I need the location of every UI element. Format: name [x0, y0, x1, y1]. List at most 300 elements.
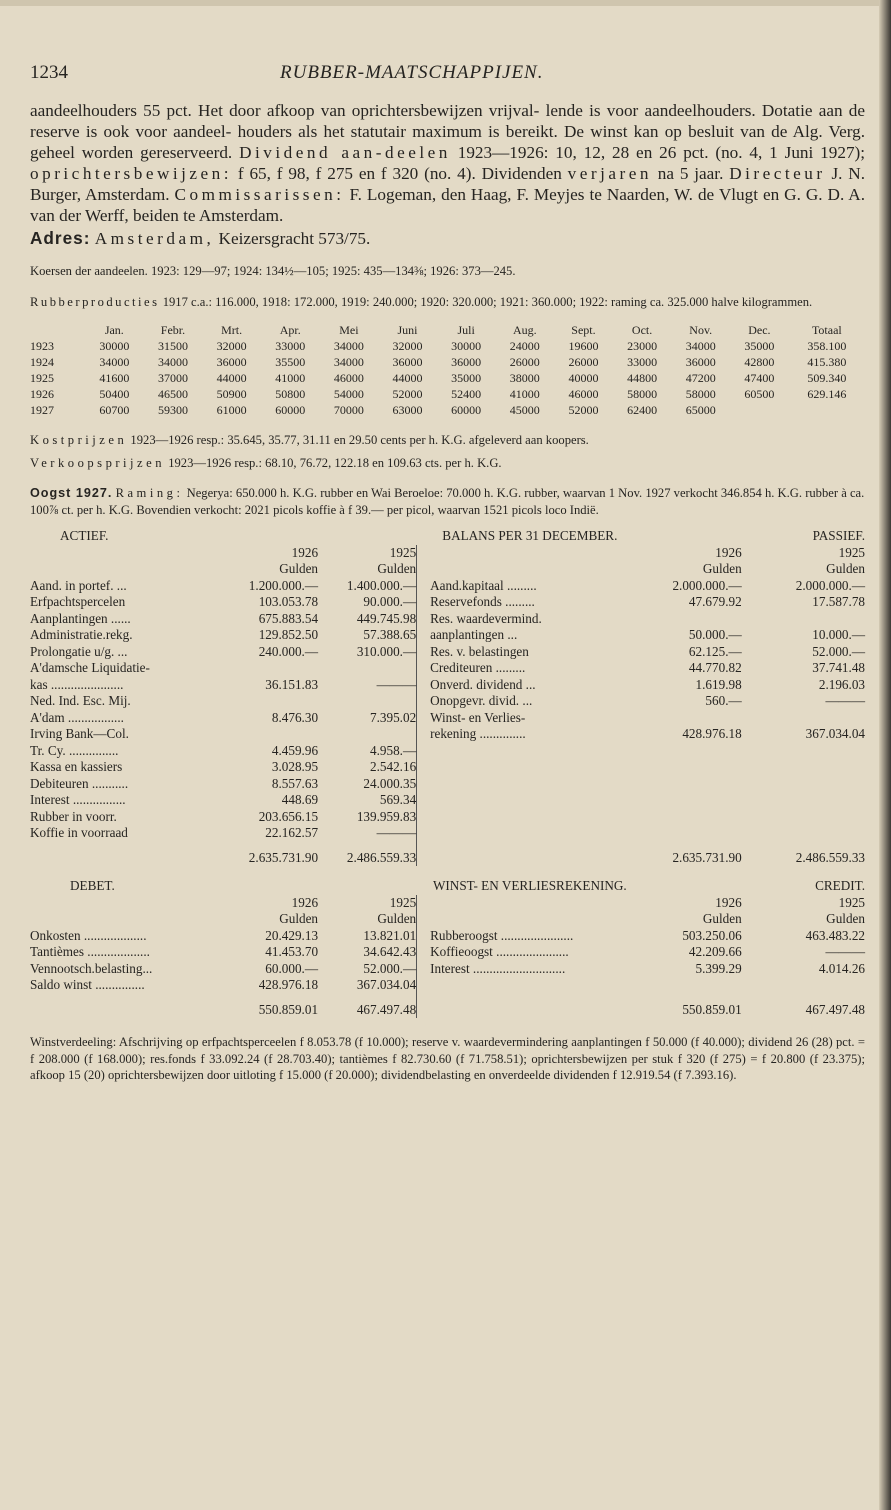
- wv-total-row: [30, 994, 865, 1019]
- production-header-cell: Mrt.: [221, 323, 243, 337]
- production-header-cell: Totaal: [811, 323, 842, 337]
- kostprijzen-paragraph: [30, 432, 865, 449]
- balans-divider: [417, 710, 430, 727]
- intro-line-3: houders als het statutair maximum is bereikt. De winst kan op besluit: [237, 122, 734, 141]
- unit-gulden: Gulden: [279, 561, 319, 576]
- balans-left-1925: 4.958.—: [370, 742, 417, 758]
- production-value: 60000: [275, 403, 306, 417]
- wv-left-1925: 13.821.01: [363, 927, 417, 943]
- balans-left-1925: 24.000.35: [363, 775, 417, 791]
- balans-right-1926: [630, 759, 742, 776]
- production-header-cell: Nov.: [689, 323, 713, 337]
- wv-right-1926: [630, 977, 742, 994]
- production-value: 46000: [568, 387, 599, 401]
- balans-left-label: Erfpachtspercelen: [30, 594, 126, 609]
- production-row: [30, 354, 865, 370]
- balans-left-label: Rubber in voorr.: [30, 808, 117, 824]
- balans-left-1926: 675.883.54: [258, 610, 319, 626]
- production-header-cell: Juli: [457, 323, 475, 337]
- wv-right-1925: [742, 977, 865, 994]
- oogst-paragraph: [30, 485, 865, 518]
- wv-right-label: Interest ............................: [430, 960, 566, 976]
- unit-gulden: Gulden: [377, 561, 417, 576]
- wv-row: [30, 977, 865, 994]
- wv-right-1926: 503.250.06: [682, 927, 742, 943]
- balans-right-label: Aand.kapitaal .........: [430, 577, 537, 593]
- production-value: 61000: [216, 403, 247, 417]
- production-value: 63000: [392, 403, 423, 417]
- wv-right-label: Rubberoogst ......................: [430, 927, 574, 943]
- production-value: 36000: [451, 355, 482, 369]
- balans-right-label: rekening ..............: [430, 726, 526, 741]
- production-value: 50800: [275, 387, 306, 401]
- balans-row: [30, 644, 865, 661]
- balans-right-label: [430, 743, 630, 760]
- rubberproducties-paragraph: [30, 294, 865, 311]
- production-value: 58000: [685, 387, 716, 401]
- balans-left-label: Aanplantingen ......: [30, 610, 131, 626]
- balans-left-1926: [215, 693, 318, 710]
- balans-right-1925: 17.587.78: [812, 594, 865, 609]
- wv-right-1926: 42.209.66: [688, 944, 742, 959]
- scan-binding-edge: [879, 0, 891, 1510]
- balans-right-1926: 62.125.—: [688, 643, 742, 659]
- production-value: 41000: [275, 371, 306, 385]
- balans-right-1925: [742, 825, 865, 842]
- balans-unit-row: [30, 561, 865, 578]
- balans-left-1926: 8.476.30: [271, 709, 319, 725]
- dividend-text: 1923—1926: 10, 12, 28 en 26 pct. (no. 4, 1 Juni 1927);: [457, 143, 866, 162]
- balans-left-label: Interest ................: [30, 792, 126, 807]
- production-year: 1925: [30, 371, 54, 385]
- balans-right-label: Onverd. dividend ...: [430, 676, 536, 692]
- balans-table: [30, 528, 865, 866]
- raming-label: Raming:: [115, 486, 184, 500]
- page-number: 1234: [30, 62, 68, 83]
- balans-total-row: [30, 842, 865, 867]
- production-value: 36000: [216, 355, 247, 369]
- wv-divider: [417, 977, 430, 994]
- wv-divider: [417, 928, 430, 945]
- year-1926: 1926: [715, 544, 742, 560]
- production-value: 62400: [627, 403, 658, 417]
- production-value: 38000: [509, 371, 540, 385]
- balans-divider: [417, 578, 430, 595]
- balans-right-1926: [630, 776, 742, 793]
- wv-divider: [417, 944, 430, 961]
- year-1926: 1926: [715, 894, 742, 910]
- production-value: 50900: [216, 387, 247, 401]
- wv-heading-row: [30, 878, 865, 895]
- production-value: 34000: [333, 355, 364, 369]
- year-1925: 1925: [389, 894, 417, 910]
- balans-left-1926: 448.69: [281, 792, 319, 807]
- balans-row: [30, 759, 865, 776]
- balans-divider: [417, 825, 430, 842]
- production-value: 32000: [216, 339, 247, 353]
- balans-right-1926: [630, 825, 742, 842]
- balans-right-1925: 2.000.000.—: [795, 577, 865, 593]
- balans-left-1926: 240.000.—: [258, 643, 319, 659]
- production-value: [730, 402, 789, 418]
- production-header-cell: Aug.: [512, 323, 537, 337]
- production-value: 30000: [99, 339, 130, 353]
- balans-right-1925: 367.034.04: [805, 726, 865, 741]
- wv-left-label: Onkosten ...................: [30, 927, 147, 943]
- balans-left-1926: 203.656.15: [258, 808, 319, 824]
- balans-right-label: [430, 825, 630, 842]
- oogst-text: Negerya: 650.000 h. K.G. rubber en Wai Beroeloe: 70.000 h. K.G. rubber, waarvan 1 Nov. 1927 verkocht 346.854 h. K.G. rubber à ca. 100⅞ ct. per h. K.G. Bovendien verkocht: 2021 picols koffie à f 39.— per picol, waarvan 1521 picols loco Indië.: [30, 486, 865, 517]
- rubberproducties-text: 1917 c.a.: 116.000, 1918: 172.000, 1919: 240.000; 1920: 320.000; 1921: 360.000; 1922: raming ca. 325.000 halve kilogrammen.: [162, 294, 813, 309]
- balans-row: [30, 792, 865, 809]
- wv-total-1926: 550.859.01: [258, 1001, 319, 1017]
- wv-row: [30, 961, 865, 978]
- production-row: [30, 386, 865, 402]
- balans-left-1925: ———: [376, 825, 417, 840]
- balans-left-label: Tr. Cy. ...............: [30, 742, 119, 758]
- production-value: 44000: [392, 371, 423, 385]
- production-value: 65000: [685, 403, 716, 417]
- balans-left-1926: 4.459.96: [271, 742, 319, 758]
- balans-left-label: Koffie in voorraad: [30, 825, 128, 840]
- balans-divider: [417, 759, 430, 776]
- verkoopsprijzen-paragraph: [30, 455, 865, 472]
- production-value: 37000: [157, 371, 188, 385]
- year-1925: 1925: [838, 894, 865, 910]
- production-year: 1924: [30, 355, 54, 369]
- balans-divider: [417, 693, 430, 710]
- verjaren-label: verjaren: [567, 164, 652, 183]
- balans-right-1925: [742, 792, 865, 809]
- production-value: 59300: [157, 403, 188, 417]
- balans-left-1926: 36.151.83: [265, 676, 319, 692]
- oprichters-text: f 65, f 98, f 275 en f 320 (no. 4). Dividenden: [237, 164, 562, 183]
- balans-left-label: Prolongatie u/g. ...: [30, 643, 128, 659]
- production-value: 44800: [627, 371, 658, 385]
- production-value: 36000: [392, 355, 423, 369]
- balans-divider: [417, 726, 430, 743]
- balans-left-1925: [318, 726, 417, 743]
- balans-right-label: Crediteuren .........: [430, 660, 526, 675]
- balans-right-1926: [630, 792, 742, 809]
- balans-divider: [417, 792, 430, 809]
- production-value: 35500: [275, 355, 306, 369]
- balans-right-label: [430, 776, 630, 793]
- balans-divider: [417, 809, 430, 826]
- balans-right-label: [430, 792, 630, 809]
- wv-right-label: Koffieoogst ......................: [430, 944, 569, 959]
- production-value: 52000: [568, 403, 599, 417]
- production-year: 1923: [30, 339, 54, 353]
- balans-left-1926: 22.162.57: [265, 825, 319, 840]
- oogst-label: Oogst 1927.: [30, 486, 113, 500]
- wv-title: WINST- EN VERLIESREKENING.: [432, 878, 627, 893]
- balans-passief-heading: PASSIEF.: [812, 528, 865, 543]
- balans-right-1926: [630, 809, 742, 826]
- production-value: 60700: [99, 403, 130, 417]
- balans-left-label: Aand. in portef. ...: [30, 577, 127, 593]
- balans-left-1925: [318, 693, 417, 710]
- unit-gulden: Gulden: [377, 911, 417, 926]
- production-value: 35000: [451, 371, 482, 385]
- balans-left-1925: 2.542.16: [370, 759, 417, 774]
- production-header-cell: Sept.: [571, 323, 596, 337]
- balans-row: [30, 594, 865, 611]
- unit-gulden: Gulden: [702, 911, 742, 926]
- production-value: 45000: [509, 403, 540, 417]
- wv-total-1926: 550.859.01: [682, 1001, 742, 1017]
- balans-total-1926: 2.635.731.90: [672, 849, 742, 865]
- production-header-blank: [30, 322, 85, 338]
- balans-row: [30, 726, 865, 743]
- balans-row: [30, 578, 865, 595]
- balans-left-1925: 569.34: [379, 792, 417, 807]
- balans-left-label: Debiteuren ...........: [30, 775, 129, 791]
- wv-left-1926: 60.000.—: [265, 960, 319, 976]
- scan-top-edge: [0, 0, 891, 6]
- production-value: 60500: [744, 387, 775, 401]
- balans-left-1925: 7.395.02: [370, 709, 417, 725]
- balans-left-1925: 57.388.65: [363, 627, 417, 642]
- balans-total-1926: 2.635.731.90: [248, 849, 319, 865]
- intro-line-2: lende is voor aandeelhouders. Dotatie aan de reserve is ook voor aandeel-: [30, 101, 866, 141]
- balans-left-1925: 90.000.—: [363, 594, 417, 609]
- balans-left-1926: [215, 660, 318, 677]
- winst-verlies-table: [30, 878, 865, 1018]
- intro-line-1: aandeelhouders 55 pct. Het door afkoop van oprichtersbewijzen vrijval-: [30, 101, 540, 120]
- year-1926: 1926: [291, 544, 319, 560]
- wv-left-label: Tantièmes ...................: [30, 944, 150, 959]
- balans-row: [30, 809, 865, 826]
- balans-divider: [417, 776, 430, 793]
- production-value: 40000: [568, 371, 599, 385]
- production-header-cell: Dec.: [748, 323, 771, 337]
- balans-divider: [417, 627, 430, 644]
- wv-year-row: [30, 895, 865, 912]
- balans-right-label: Onopgevr. divid. ...: [430, 693, 533, 708]
- production-header-cell: Apr.: [279, 323, 301, 337]
- balans-right-1926: 2.000.000.—: [672, 577, 742, 593]
- adres-line: [30, 228, 865, 249]
- production-table: [30, 322, 865, 418]
- production-value: 36000: [685, 355, 716, 369]
- balans-left-label: Administratie.rekg.: [30, 627, 133, 642]
- production-value: 34000: [157, 355, 188, 369]
- unit-gulden: Gulden: [279, 911, 319, 926]
- production-value: 60000: [451, 403, 482, 417]
- running-title: RUBBER-MAATSCHAPPIJEN.: [280, 62, 544, 83]
- production-row: [30, 402, 865, 418]
- production-value: 33000: [627, 355, 658, 369]
- balans-right-1926: 428.976.18: [682, 726, 742, 741]
- balans-right-1925: 52.000.—: [812, 643, 865, 659]
- balans-row: [30, 627, 865, 644]
- adres-city: Amsterdam,: [94, 229, 215, 248]
- production-value: 41600: [99, 371, 130, 385]
- balans-heading-row: [30, 528, 865, 545]
- wv-row: [30, 944, 865, 961]
- production-value: 47200: [685, 371, 716, 385]
- wv-left-1926: 41.453.70: [265, 944, 319, 959]
- balans-right-1925: 2.196.03: [818, 676, 865, 692]
- balans-total-1925: 2.486.559.33: [346, 849, 417, 865]
- balans-left-1925: ———: [376, 676, 417, 692]
- wv-left-1925: 367.034.04: [356, 977, 417, 992]
- commissarissen-text: F. Logeman, den Haag, F. Meyjes te Naarden, W. de Vlugt en G. G. D. A. van der Werff, beiden te Amsterdam.: [30, 185, 866, 225]
- production-header-row: [30, 322, 865, 338]
- year-1926: 1926: [291, 894, 319, 910]
- balans-left-1925: 139.959.83: [356, 808, 417, 824]
- balans-title: BALANS PER 31 DECEMBER.: [442, 528, 618, 543]
- balans-right-1926: [630, 710, 742, 727]
- production-header-cell: Mei: [339, 323, 359, 337]
- year-1925: 1925: [838, 544, 865, 560]
- wv-credit-heading: CREDIT.: [815, 878, 865, 893]
- production-value: 70000: [333, 403, 364, 417]
- kostprijzen-label: Kostprijzen: [30, 433, 128, 447]
- unit-gulden: Gulden: [826, 561, 865, 576]
- oprichters-label: oprichtersbewijzen:: [30, 164, 233, 183]
- production-value: 46500: [157, 387, 188, 401]
- production-value: 26000: [568, 355, 599, 369]
- production-value: 26000: [509, 355, 540, 369]
- balans-right-label: aanplantingen ...: [430, 627, 518, 642]
- balans-right-1925: [742, 710, 865, 727]
- balans-right-1926: 47.679.92: [688, 594, 742, 609]
- adres-text: Keizersgracht 573/75.: [218, 229, 371, 248]
- balans-left-1925: 449.745.98: [356, 610, 417, 626]
- wv-right-label: [430, 977, 630, 994]
- balans-right-1926: 1.619.98: [695, 676, 742, 692]
- intro-paragraph: [30, 100, 865, 226]
- balans-left-label: Irving Bank—Col.: [30, 726, 129, 741]
- directeur-text: J. N. Burger, Amsterdam.: [30, 164, 866, 204]
- production-value: 34000: [99, 355, 130, 369]
- production-value: 32000: [392, 339, 423, 353]
- balans-left-1925: 310.000.—: [356, 643, 417, 659]
- wv-left-label: Saldo winst ...............: [30, 977, 145, 992]
- balans-body: [30, 578, 865, 842]
- wv-right-1926: 5.399.29: [695, 960, 742, 976]
- production-value: 31500: [157, 339, 188, 353]
- balans-right-1926: 560.—: [705, 693, 742, 708]
- balans-left-1926: 3.028.95: [271, 759, 319, 774]
- production-value: 50400: [99, 387, 130, 401]
- production-value: [789, 402, 865, 418]
- production-value: 33000: [275, 339, 306, 353]
- wv-total-1925: 467.497.48: [805, 1001, 865, 1017]
- balans-left-label: Kassa en kassiers: [30, 759, 123, 774]
- directeur-label: Directeur: [729, 164, 826, 183]
- production-value: 24000: [509, 339, 540, 353]
- wv-left-label: Vennootsch.belasting...: [30, 960, 153, 976]
- wv-right-1925: ———: [825, 944, 865, 959]
- wv-left-1925: 52.000.—: [363, 960, 417, 976]
- balans-left-label: A'dam .................: [30, 709, 124, 725]
- balans-right-1926: 44.770.82: [688, 660, 742, 675]
- balans-divider: [417, 660, 430, 677]
- wv-left-1926: 428.976.18: [258, 977, 319, 992]
- wv-row: [30, 928, 865, 945]
- balans-divider: [417, 743, 430, 760]
- balans-divider: [417, 677, 430, 694]
- production-value: 52400: [451, 387, 482, 401]
- production-value: 509.340: [807, 371, 847, 385]
- balans-row: [30, 743, 865, 760]
- production-row: [30, 338, 865, 354]
- dividend-label: Dividend aan-deelen: [239, 143, 451, 162]
- balans-right-1926: [630, 611, 742, 628]
- balans-left-1926: 1.200.000.—: [248, 577, 319, 593]
- balans-right-1926: 50.000.—: [688, 627, 742, 642]
- balans-left-1926: 129.852.50: [258, 627, 319, 642]
- wv-divider: [417, 961, 430, 978]
- production-year: 1927: [30, 403, 54, 417]
- production-value: 629.146: [807, 387, 847, 401]
- balans-year-row: [30, 545, 865, 562]
- balans-left-label: Ned. Ind. Esc. Mij.: [30, 693, 131, 708]
- balans-left-1925: 1.400.000.—: [346, 577, 417, 593]
- balans-left-1926: 8.557.63: [271, 775, 319, 791]
- balans-left-1925: [318, 660, 417, 677]
- rubberproducties-label: Rubberproducties: [30, 294, 160, 309]
- balans-row: [30, 693, 865, 710]
- balans-right-1925: 10.000.—: [812, 627, 865, 642]
- production-value: 415.380: [807, 355, 847, 369]
- page-header: [30, 48, 865, 82]
- production-value: 30000: [451, 339, 482, 353]
- verjaren-text: na 5 jaar.: [657, 164, 724, 183]
- production-value: 42800: [744, 355, 775, 369]
- balans-row: [30, 677, 865, 694]
- kostprijzen-text: 1923—1926 resp.: 35.645, 35.77, 31.11 en 29.50 cents per h. K.G. afgeleverd aan koopers.: [130, 433, 589, 447]
- wv-body: [30, 928, 865, 994]
- production-value: 41000: [509, 387, 540, 401]
- wv-unit-row: [30, 911, 865, 928]
- production-value: 52000: [392, 387, 423, 401]
- page: [30, 48, 865, 1084]
- commissarissen-label: Commissarissen:: [174, 185, 345, 204]
- balans-right-1925: [742, 611, 865, 628]
- production-value: 35000: [744, 339, 775, 353]
- production-value: 34000: [333, 339, 364, 353]
- wv-total-1925: 467.497.48: [356, 1001, 417, 1017]
- production-value: 46000: [333, 371, 364, 385]
- production-value: 47400: [744, 371, 775, 385]
- balans-right-label: Res. v. belastingen: [430, 643, 529, 659]
- balans-divider: [417, 594, 430, 611]
- unit-gulden: Gulden: [702, 561, 742, 576]
- winstverdeeling-paragraph: Winstverdeeling: Afschrijving op erfpachtsperceelen f 8.053.78 (f 10.000); reserve v. waardevermindering aanplantingen f 50.000 (f 40.000); dividend 26 (28) pct. = f 208.000 (f 168.000); res.fonds f 33.092.24 (f 28.703.40); tantièmes f 82.730.60 (f 71.758.51); oprichtersbewijzen per stuk f 320 (f 275) = f 20.800 (f 23.375); afkoop 15 (20) oprichtersbewijzen door uitloting f 15.000 (f 20.000); dividendbelasting en onverdeelde dividenden f 12.919.54 (f 7.393.16).: [30, 1035, 865, 1082]
- balans-right-label: Reservefonds .........: [430, 594, 535, 609]
- balans-left-label: kas ......................: [30, 676, 124, 692]
- production-year: 1926: [30, 387, 54, 401]
- balans-right-1925: [742, 759, 865, 776]
- balans-row: [30, 825, 865, 842]
- balans-row: [30, 611, 865, 628]
- production-header-cell: Juni: [397, 323, 418, 337]
- balans-right-1925: ———: [825, 693, 865, 708]
- balans-row: [30, 710, 865, 727]
- balans-left-1926: 103.053.78: [258, 594, 319, 609]
- production-value: 23000: [627, 339, 658, 353]
- balans-actief-heading: ACTIEF.: [60, 528, 109, 543]
- verkoopsprijzen-text: 1923—1926 resp.: 68.10, 76.72, 122.18 en 109.63 cts. per h. K.G.: [168, 455, 502, 470]
- production-value: 358.100: [807, 339, 847, 353]
- balans-right-label: Winst- en Verlies-: [430, 709, 526, 725]
- production-value: 54000: [333, 387, 364, 401]
- balans-right-1925: [742, 809, 865, 826]
